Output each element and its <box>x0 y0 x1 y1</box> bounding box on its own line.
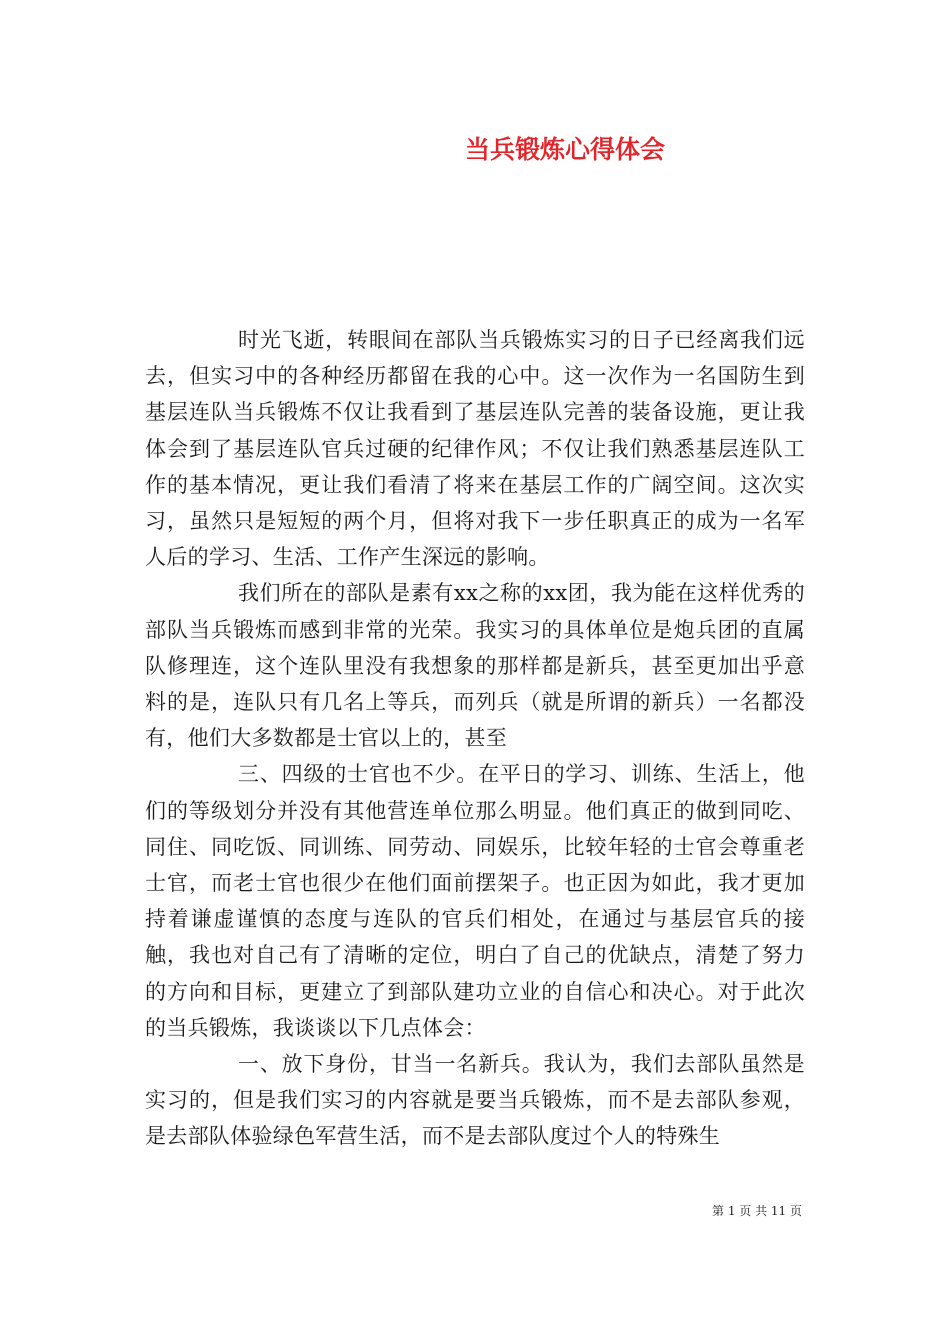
document-title: 当兵锻炼心得体会 <box>464 135 665 164</box>
page-number-footer: 第 1 页 共 11 页 <box>712 1204 802 1218</box>
document-body <box>145 322 805 1155</box>
paragraph-4: 一、放下身份，甘当一名新兵。我认为，我们去部队虽然是实习的，但是我们实习的内容就是要当兵锻炼，而不是去部队参观，是去部队体验绿色军营生活，而不是去部队度过个人的特殊生 <box>145 1052 805 1149</box>
paragraph-2: 我们所在的部队是素有xx之称的xx团，我为能在这样优秀的部队当兵锻炼而感到非常的光荣。我实习的具体单位是炮兵团的直属队修理连，这个连队里没有我想象的那样都是新兵，甚至更加出乎意料的是，连队只有几名上等兵，而列兵（就是所谓的新兵）一名都没有，他们大多数都是士官以上的，甚至 <box>145 581 805 751</box>
paragraph-1: 时光飞逝，转眼间在部队当兵锻炼实习的日子已经离我们远去，但实习中的各种经历都留在我的心中。这一次作为一名国防生到基层连队当兵锻炼不仅让我看到了基层连队完善的装备设施，更让我体会到了基层连队官兵过硬的纪律作风；不仅让我们熟悉基层连队工作的基本情况，更让我们看清了将来在基层工作的广阔空间。这次实习，虽然只是短短的两个月，但将对我下一步任职真正的成为一名军人后的学习、生活、工作产生深远的影响。 <box>145 328 805 570</box>
paragraph-3: 三、四级的士官也不少。在平日的学习、训练、生活上，他们的等级划分并没有其他营连单位那么明显。他们真正的做到同吃、同住、同吃饭、同训练、同劳动、同娱乐，比较年轻的士官会尊重老士官，而老士官也很少在他们面前摆架子。也正因为如此，我才更加持着谦虚谨慎的态度与连队的官兵们相处，在通过与基层官兵的接触，我也对自己有了清晰的定位，明白了自己的优缺点，清楚了努力的方向和目标，更建立了到部队建功立业的自信心和决心。对于此次的当兵锻炼，我谈谈以下几点体会： <box>145 762 805 1040</box>
